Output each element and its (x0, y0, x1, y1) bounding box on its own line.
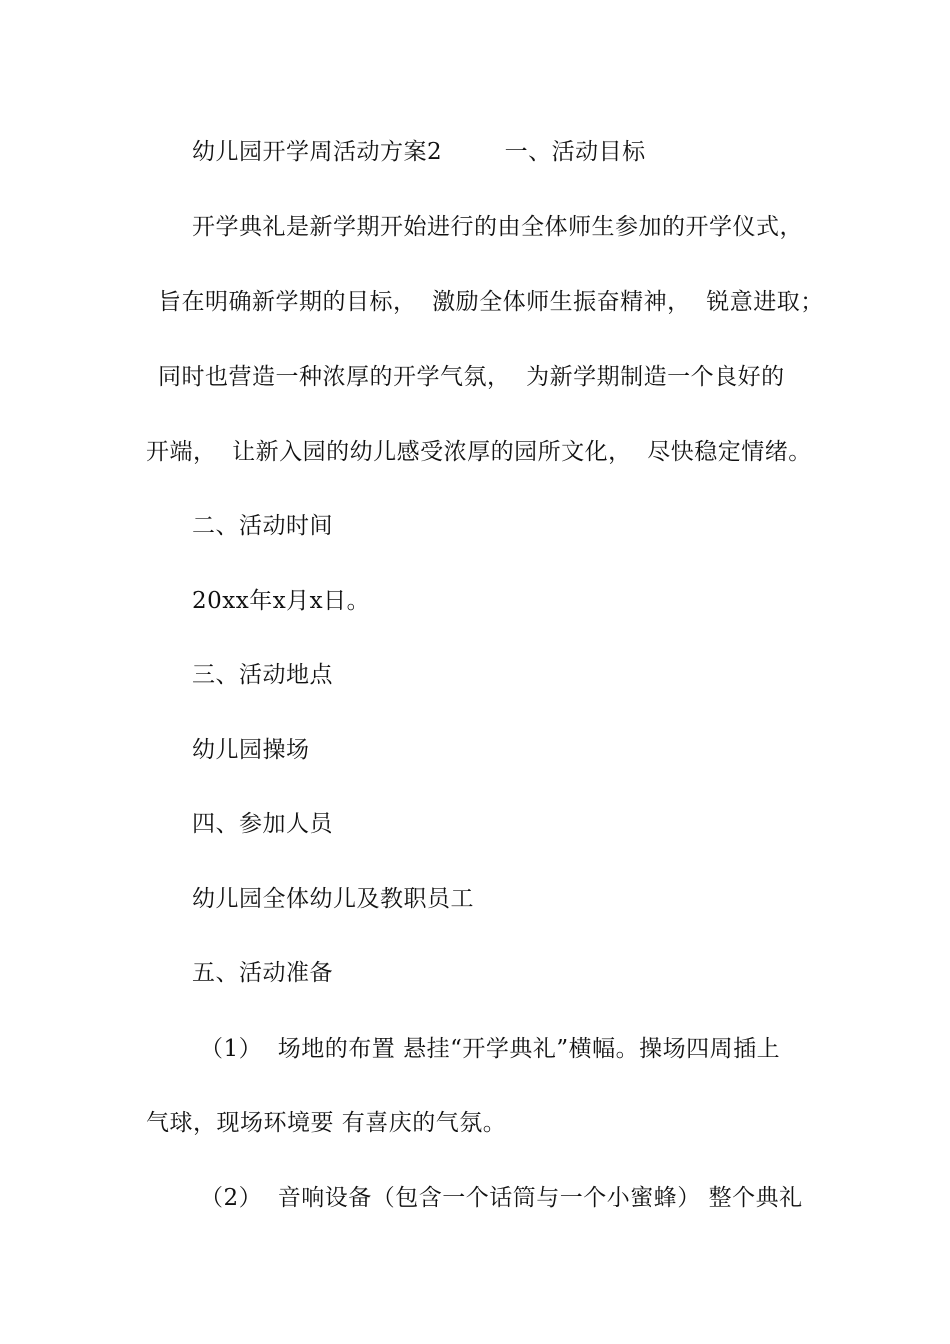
section-heading: 二、活动时间 (192, 513, 333, 539)
section-heading: 五、活动准备 (192, 960, 333, 986)
section-heading: 四、参加人员 (192, 811, 333, 837)
paragraph-line: 开端， 让新入园的幼儿感受浓厚的园所文化， 尽快稳定情绪。 (146, 439, 812, 465)
paragraph-line: 20xx年x月x日。 (192, 588, 371, 614)
paragraph-line: （2） 音响设备（包含一个话筒与一个小蜜蜂） 整个典礼 (200, 1185, 803, 1211)
paragraph-line: 气球，现场环境要 有喜庆的气氛。 (146, 1110, 507, 1136)
paragraph-line: 同时也营造一种浓厚的开学气氛， 为新学期制造一个良好的 (158, 364, 785, 390)
paragraph-line: 幼儿园全体幼儿及教职员工 (192, 886, 474, 912)
paragraph-line: 幼儿园操场 (192, 737, 310, 763)
section-heading: 三、活动地点 (192, 662, 333, 688)
title-line: 幼儿园开学周活动方案2 一、活动目标 (192, 139, 646, 165)
paragraph-line: （1） 场地的布置 悬挂“开学典礼”横幅。操场四周插上 (200, 1036, 781, 1062)
paragraph-line: 旨在明确新学期的目标， 激励全体师生振奋精神， 锐意进取； (158, 289, 824, 315)
paragraph-line: 开学典礼是新学期开始进行的由全体师生参加的开学仪式， (192, 214, 803, 240)
